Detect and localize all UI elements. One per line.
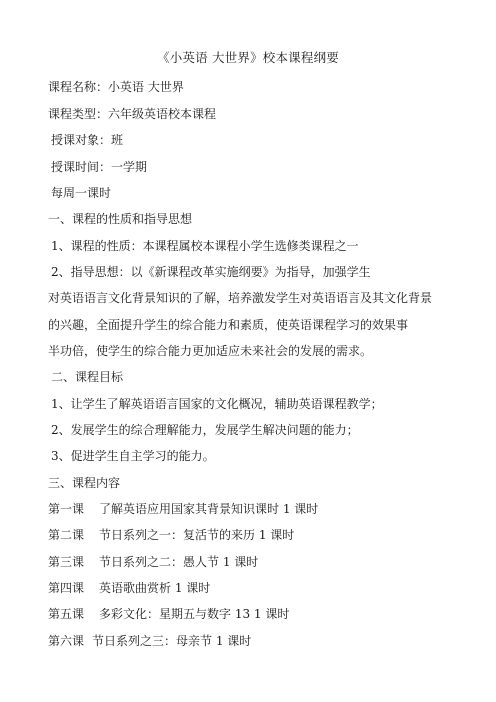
- lesson-text: 节日系列之三：母亲节 1 课时: [92, 634, 252, 648]
- lesson-number: 第六课: [48, 634, 85, 648]
- document-title: 《小英语 大世界》校本课程纲要: [157, 50, 339, 65]
- section1-paragraph-line2: 的兴趣，全面提升学生的综合能力和素质，使英语课程学习的效果事: [48, 318, 409, 332]
- lesson-text: 了解英语应用国家其背景知识课时 1 课时: [99, 502, 319, 516]
- lesson-text: 英语歌曲赏析 1 课时: [99, 581, 211, 595]
- section1-item2: 2、指导思想：以《新课程改革实施纲要》为指导，加强学生: [51, 265, 371, 279]
- lesson-text: 节日系列之一：复活节的来历 1 课时: [99, 528, 295, 542]
- section3-heading: 三、课程内容: [48, 476, 121, 490]
- lesson-number: 第四课: [48, 581, 85, 595]
- course-name: 课程名称：小英语 大世界: [48, 80, 184, 94]
- section2-goal1: 1、让学生了解英语语言国家的文化概况，辅助英语课程教学；: [51, 397, 383, 411]
- section1-paragraph-line3: 半功倍，使学生的综合能力更加适应未来社会的发展的需求。: [48, 344, 373, 358]
- section2-heading: 二、课程目标: [51, 370, 124, 384]
- lesson-number: 第二课: [48, 528, 85, 542]
- course-type: 课程类型：六年级英语校本课程: [48, 107, 217, 121]
- lesson-text: 多彩文化：星期五与数字 13 1 课时: [99, 607, 290, 621]
- lesson-text: 节日系列之二：愚人节 1 课时: [99, 555, 259, 569]
- lesson-row: [48, 606, 289, 622]
- lesson-row: [48, 501, 318, 517]
- lesson-number: 第一课: [48, 502, 85, 516]
- section2-goal3: 3、促进学生自主学习的能力。: [51, 449, 215, 463]
- lesson-row: [48, 527, 294, 543]
- course-weekly: 每周一课时: [51, 186, 112, 200]
- section1-heading: 一、课程的性质和指导思想: [48, 212, 193, 226]
- section2-goal2: 2、发展学生的综合理解能力，发展学生解决问题的能力；: [51, 423, 359, 437]
- lesson-row: [48, 580, 210, 596]
- course-time: 授课时间：一学期: [51, 160, 148, 174]
- lesson-row: [48, 633, 251, 649]
- section1-paragraph-line1: 对英语语言文化背景知识的了解，培养激发学生对英语语言及其文化背景: [48, 291, 433, 305]
- lesson-number: 第五课: [48, 607, 85, 621]
- lesson-number: 第三课: [48, 555, 85, 569]
- course-audience: 授课对象：班: [51, 133, 124, 147]
- section1-item1: 1、课程的性质：本课程属校本课程小学生选修类课程之一: [51, 239, 359, 253]
- lesson-row: [48, 554, 258, 570]
